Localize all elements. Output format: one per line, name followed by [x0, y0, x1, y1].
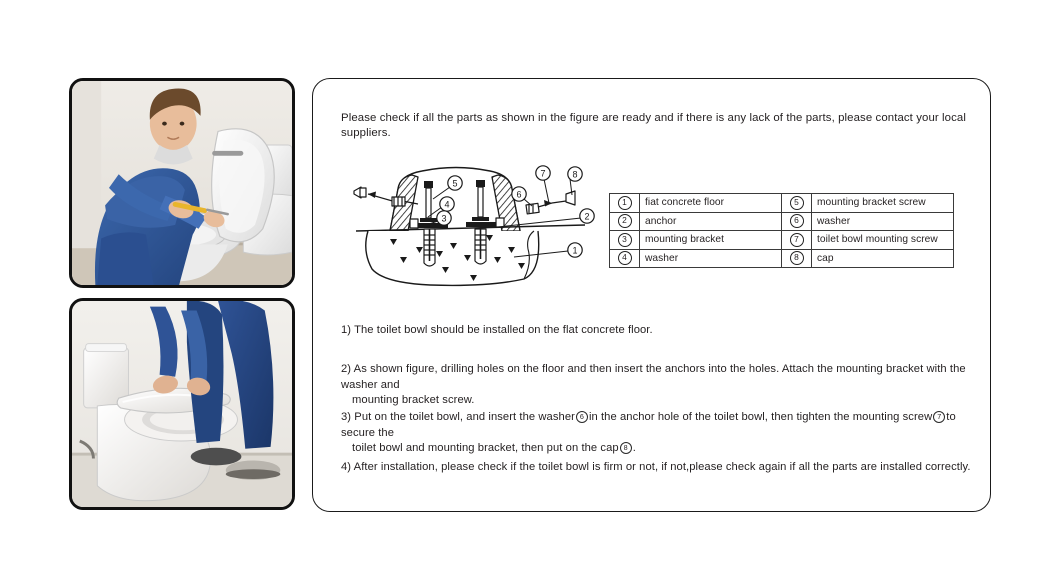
step-3-text-b: in the anchor hole of the toilet bowl, then tighten the mounting screw — [588, 411, 933, 423]
part-label-cell: fiat concrete floor — [640, 194, 782, 213]
part-number-cell — [782, 231, 812, 250]
part-label-cell: washer — [640, 249, 782, 268]
diagram-callout-1: 1 — [572, 245, 578, 256]
installation-diagram — [338, 159, 603, 289]
diagram-callout-7: 7 — [540, 168, 546, 179]
step-3-text-e: . — [632, 442, 636, 454]
instruction-step-2 — [341, 362, 977, 409]
diagram-callout-8: 8 — [572, 169, 578, 180]
part-label-cell: toilet bowl mounting screw — [812, 231, 954, 250]
step-3-line-1 — [341, 410, 977, 441]
part-label-cell: mounting bracket — [640, 231, 782, 250]
step-4-text: 4) After installation, please check if the toilet bowl is firm or not, if not,please check again if all the parts are installed correctly. — [341, 461, 971, 473]
photo-plumber-adjusting-seat — [69, 78, 295, 288]
photo-plumber-placing-seat — [69, 298, 295, 510]
step-1-text: 1) The toilet bowl should be installed on the flat concrete floor. — [341, 324, 653, 336]
part-number-cell — [782, 194, 812, 213]
instruction-step-3 — [341, 410, 977, 457]
diagram-callout-4: 4 — [444, 199, 450, 210]
table-row — [610, 212, 954, 231]
part-label-cell: mounting bracket screw — [812, 194, 954, 213]
circled-number-6-icon: 6 — [576, 411, 588, 423]
part-number-cell — [610, 249, 640, 268]
step-3-line-2 — [341, 441, 977, 457]
circled-number: 1 — [618, 196, 632, 210]
diagram-callout-2: 2 — [584, 211, 590, 222]
part-number-cell — [610, 212, 640, 231]
step-2-line-2: mounting bracket screw. — [352, 394, 475, 406]
diagram-svg — [338, 159, 603, 289]
part-label-cell: washer — [812, 212, 954, 231]
part-number-cell — [782, 249, 812, 268]
circled-number: 7 — [790, 233, 804, 247]
table-row — [610, 249, 954, 268]
diagram-callout-3: 3 — [441, 213, 447, 224]
circled-number: 3 — [618, 233, 632, 247]
photo-bottom-illustration — [72, 301, 292, 507]
step-3-text-a: 3) Put on the toilet bowl, and insert the washer — [341, 411, 575, 423]
circled-number: 5 — [790, 196, 804, 210]
instruction-step-1 — [341, 323, 971, 339]
part-label-cell: anchor — [640, 212, 782, 231]
part-label-cell: cap — [812, 249, 954, 268]
parts-legend-table — [609, 193, 954, 268]
part-number-cell — [610, 231, 640, 250]
circled-number-8-icon: 8 — [620, 442, 632, 454]
part-number-cell — [782, 212, 812, 231]
circled-number: 6 — [790, 214, 804, 228]
step-3-text-d: toilet bowl and mounting bracket, then put on the cap — [352, 442, 619, 454]
intro-text: Please check if all the parts as shown in the figure are ready and if there is any lack of the parts, please contact your local suppliers. — [341, 112, 966, 139]
photo-top-illustration — [72, 81, 292, 285]
circled-number-7-icon: 7 — [933, 411, 945, 423]
part-number-cell — [610, 194, 640, 213]
circled-number: 8 — [790, 251, 804, 265]
instruction-panel — [312, 78, 991, 512]
table-row — [610, 194, 954, 213]
instruction-step-4 — [341, 460, 977, 476]
circled-number: 2 — [618, 214, 632, 228]
step-2-line-1: 2) As shown figure, drilling holes on the floor and then insert the anchors into the holes. Attach the mounting bracket with the washer and — [341, 363, 966, 391]
circled-number: 4 — [618, 251, 632, 265]
table-row — [610, 231, 954, 250]
diagram-callout-5: 5 — [452, 178, 458, 189]
diagram-callout-6: 6 — [516, 189, 522, 200]
step-3-text-c: to secure the — [341, 411, 956, 439]
